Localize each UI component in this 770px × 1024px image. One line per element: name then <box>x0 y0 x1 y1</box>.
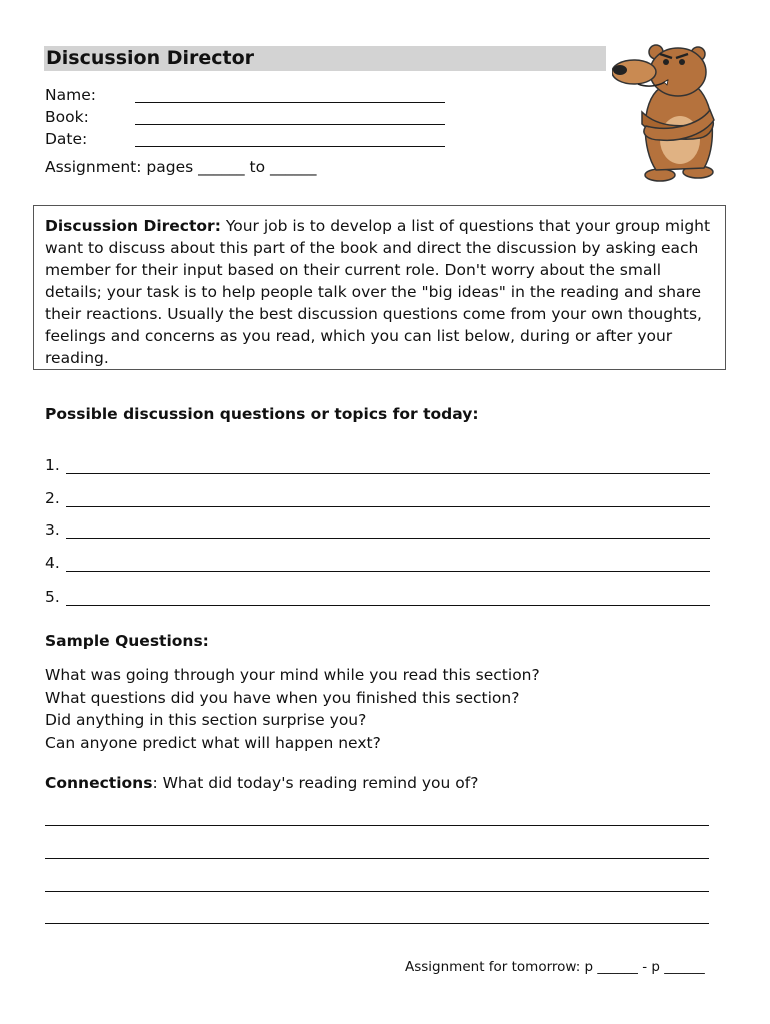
sample-question: What questions did you have when you finished this section? <box>45 688 520 707</box>
questions-heading: Possible discussion questions or topics for today: <box>45 405 479 423</box>
bear-illustration <box>612 40 724 182</box>
book-field <box>45 108 89 126</box>
date-label: Date: <box>45 130 88 148</box>
question-line <box>45 588 60 606</box>
question-line <box>45 456 60 474</box>
question-blank-line <box>66 473 710 474</box>
connections-blank-line <box>45 858 709 859</box>
connections-blank-line <box>45 891 709 892</box>
date-blank-line <box>135 146 445 147</box>
sample-questions-heading: Sample Questions: <box>45 632 209 650</box>
question-number: 5. <box>45 588 60 606</box>
question-number: 4. <box>45 554 60 572</box>
title-bar <box>44 46 606 71</box>
connections-prompt <box>45 774 478 792</box>
question-blank-line <box>66 605 710 606</box>
assignment-pages: Assignment: pages ______ to ______ <box>45 158 317 176</box>
connections-blank-line <box>45 923 709 924</box>
name-field <box>45 86 96 104</box>
question-line <box>45 521 60 539</box>
question-line <box>45 489 60 507</box>
page-title: Discussion Director <box>46 47 255 69</box>
role-description-text: Your job is to develop a list of questions that your group might want to discuss about this part of the book and direct the discussion by asking each member for their input based on their current role. Don't worry about the small details; your task is to help people talk over the "big ideas" in the reading and share their reactions. Usually the best discussion questions come from your own thoughts, feelings and concerns as you read, which you can list below, during or after your reading. <box>45 217 711 367</box>
question-number: 3. <box>45 521 60 539</box>
connections-blank-line <box>45 825 709 826</box>
book-blank-line <box>135 124 445 125</box>
question-blank-line <box>66 506 710 507</box>
connections-label: Connections <box>45 774 153 792</box>
sample-question: Did anything in this section surprise you? <box>45 711 367 729</box>
question-number: 2. <box>45 489 60 507</box>
question-blank-line <box>66 571 710 572</box>
question-blank-line <box>66 538 710 539</box>
sample-question: What was going through your mind while you read this section? <box>45 666 540 684</box>
question-number: 1. <box>45 456 60 474</box>
name-blank-line <box>135 102 445 103</box>
connections-text: : What did today's reading remind you of? <box>152 774 479 792</box>
tomorrow-assignment: Assignment for tomorrow: p ______ - p ______ <box>405 959 705 975</box>
sample-questions-list <box>45 664 540 754</box>
sample-question: Can anyone predict what will happen next? <box>45 733 381 752</box>
role-description-box <box>33 205 726 370</box>
role-description-label: Discussion Director: <box>45 217 221 235</box>
date-field <box>45 130 87 148</box>
book-label: Book: <box>45 108 89 126</box>
question-line <box>45 554 60 572</box>
name-label: Name: <box>45 86 96 104</box>
